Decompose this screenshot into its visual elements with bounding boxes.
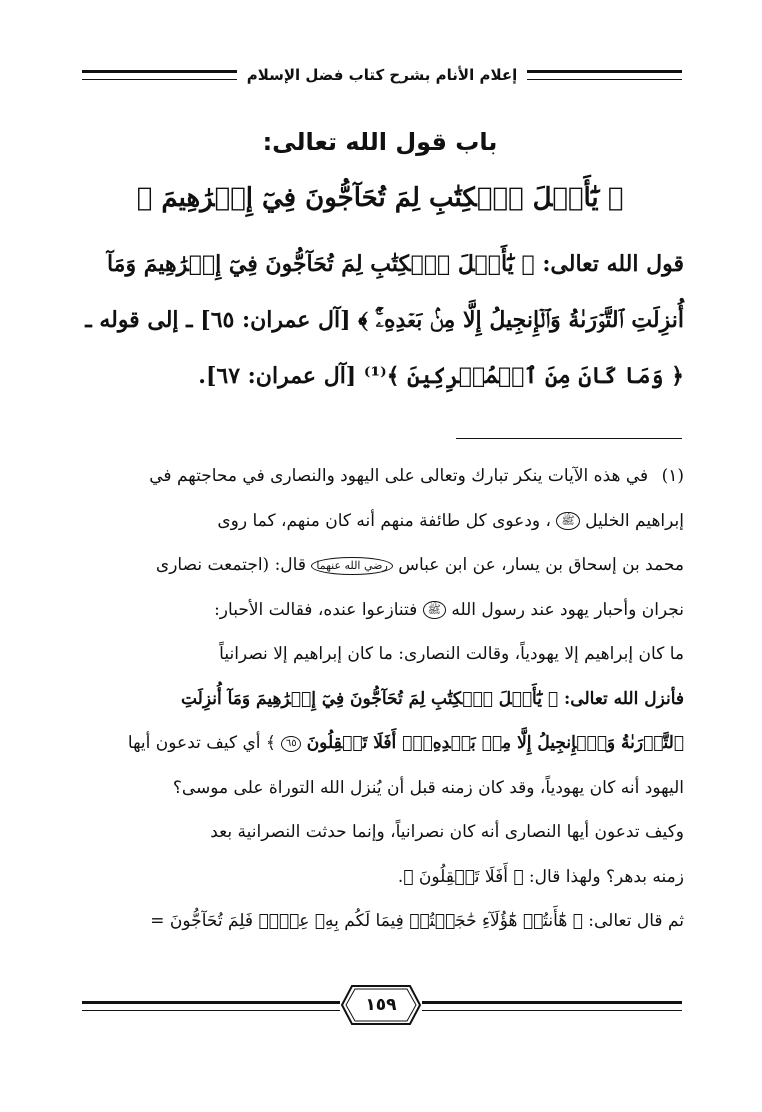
footnote-number: (١) bbox=[661, 466, 684, 486]
footnote-text: ٱلتَّوۡرَىٰةُ وَٱلۡإِنجِيلُ إِلَّا مِنۢ بَعۡدِهِۦٓۚ أَفَلَا تَعۡقِلُونَ bbox=[306, 733, 684, 753]
page-number-bar bbox=[82, 983, 682, 1027]
footnote-line bbox=[78, 588, 684, 633]
honorific-icon: ﷺ bbox=[556, 512, 579, 530]
footnote-line bbox=[78, 721, 684, 766]
header-rule-right bbox=[527, 70, 682, 80]
footnote-text: ، ودعوى كل طائفة منهم أنه كان منهم، كما روى bbox=[217, 510, 551, 531]
header-rule-left bbox=[82, 70, 237, 80]
chapter-title: باب قول الله تعالى: bbox=[262, 128, 498, 156]
footnote-line: زمنه بدهر؟ ولهذا قال: ﴿ أَفَلَا تَعۡقِلُونَ ﴾. bbox=[397, 866, 684, 887]
footnote-line bbox=[78, 543, 684, 588]
running-header bbox=[82, 62, 682, 88]
footnote-text: نجران وأحبار يهود عند رسول الله bbox=[451, 599, 684, 620]
footnote-separator bbox=[456, 438, 682, 439]
footnote-line: ثم قال تعالى: ﴿ هَٰٓأَنتُمۡ هَٰٓؤُلَآءِ حَٰجَجۡتُمۡ فِيمَا لَكُم بِهِۦ عِلۡمٞ فَلِمَ تُحَآجُّونَ = bbox=[150, 911, 684, 931]
main-line: قول الله تعالى: ﴿ يَٰٓأَهۡلَ ٱلۡكِتَٰبِ لِمَ تُحَآجُّونَ فِيٓ إِبۡرَٰهِيمَ وَمَآ bbox=[106, 251, 684, 277]
footnote-text: قال: (اجتمعت نصارى bbox=[155, 555, 306, 575]
honorific-icon: ﷺ bbox=[423, 601, 446, 619]
footnote-text: في هذه الآيات ينكر تبارك وتعالى على اليهود والنصارى في محاجتهم في bbox=[149, 466, 649, 486]
page-number: ١٥٩ bbox=[365, 995, 397, 1015]
page-number-rule-right bbox=[422, 1001, 682, 1011]
verse-bracket-close: ﴾ bbox=[136, 183, 153, 213]
main-text bbox=[78, 236, 684, 404]
verse-bracket-open: ﴿ bbox=[607, 183, 624, 213]
footnote-line: وكيف تدعون أيها النصارى أنه كان نصرانياً، وإنما حدثت النصرانية بعد bbox=[210, 822, 684, 842]
main-line: ﴿ وَمَا كَانَ مِنَ ٱلۡمُشۡرِكِينَ ﴾⁽¹⁾ [آل عمران: ٦٧]. bbox=[198, 363, 684, 389]
footnote bbox=[78, 454, 684, 944]
footnote-line bbox=[78, 499, 684, 544]
footnote-text: ﴾ أي كيف تدعون أيها bbox=[127, 733, 276, 753]
chapter-verse-text: يَٰٓأَهۡلَ ٱلۡكِتَٰبِ لِمَ تُحَآجُّونَ فِيٓ إِبۡرَٰهِيمَ bbox=[161, 183, 599, 213]
footnote-text: إبراهيم الخليل bbox=[585, 510, 684, 531]
footnote-text: فتنازعوا عنده، فقالت الأحبار: bbox=[214, 599, 418, 620]
footnote-line: فأنزل الله تعالى: ﴿ يَٰٓأَهۡلَ ٱلۡكِتَٰبِ لِمَ تُحَآجُّونَ فِيٓ إِبۡرَٰهِيمَ وَمَآ أُنزِلَتِ bbox=[180, 688, 684, 709]
footnote-line bbox=[78, 454, 684, 499]
chapter-verse bbox=[80, 183, 680, 213]
main-line: أُنزِلَتِ ٱلتَّوۡرَىٰةُ وَٱلۡإِنجِيلُ إِلَّا مِنۢ بَعۡدِهِۦٓۚ ﴾ [آل عمران: ٦٥] ـ إلى قوله ـ bbox=[85, 307, 684, 333]
verse-end-icon: ٦٥ bbox=[281, 736, 301, 752]
running-title: إعلام الأنام بشرح كتاب فضل الإسلام bbox=[246, 66, 518, 84]
page-number-badge bbox=[340, 983, 422, 1027]
honorific-icon: رضي الله عنهما bbox=[311, 557, 392, 575]
footnote-line: اليهود أنه كان يهودياً، وقد كان زمنه قبل أن يُنزل الله التوراة على موسى؟ bbox=[172, 777, 684, 798]
footnote-line: ما كان إبراهيم إلا يهودياً، وقالت النصارى: ما كان إبراهيم إلا نصرانياً bbox=[219, 644, 684, 664]
footnote-text: محمد بن إسحاق بن يسار، عن ابن عباس bbox=[398, 555, 684, 575]
page-number-rule-left bbox=[82, 1001, 340, 1011]
